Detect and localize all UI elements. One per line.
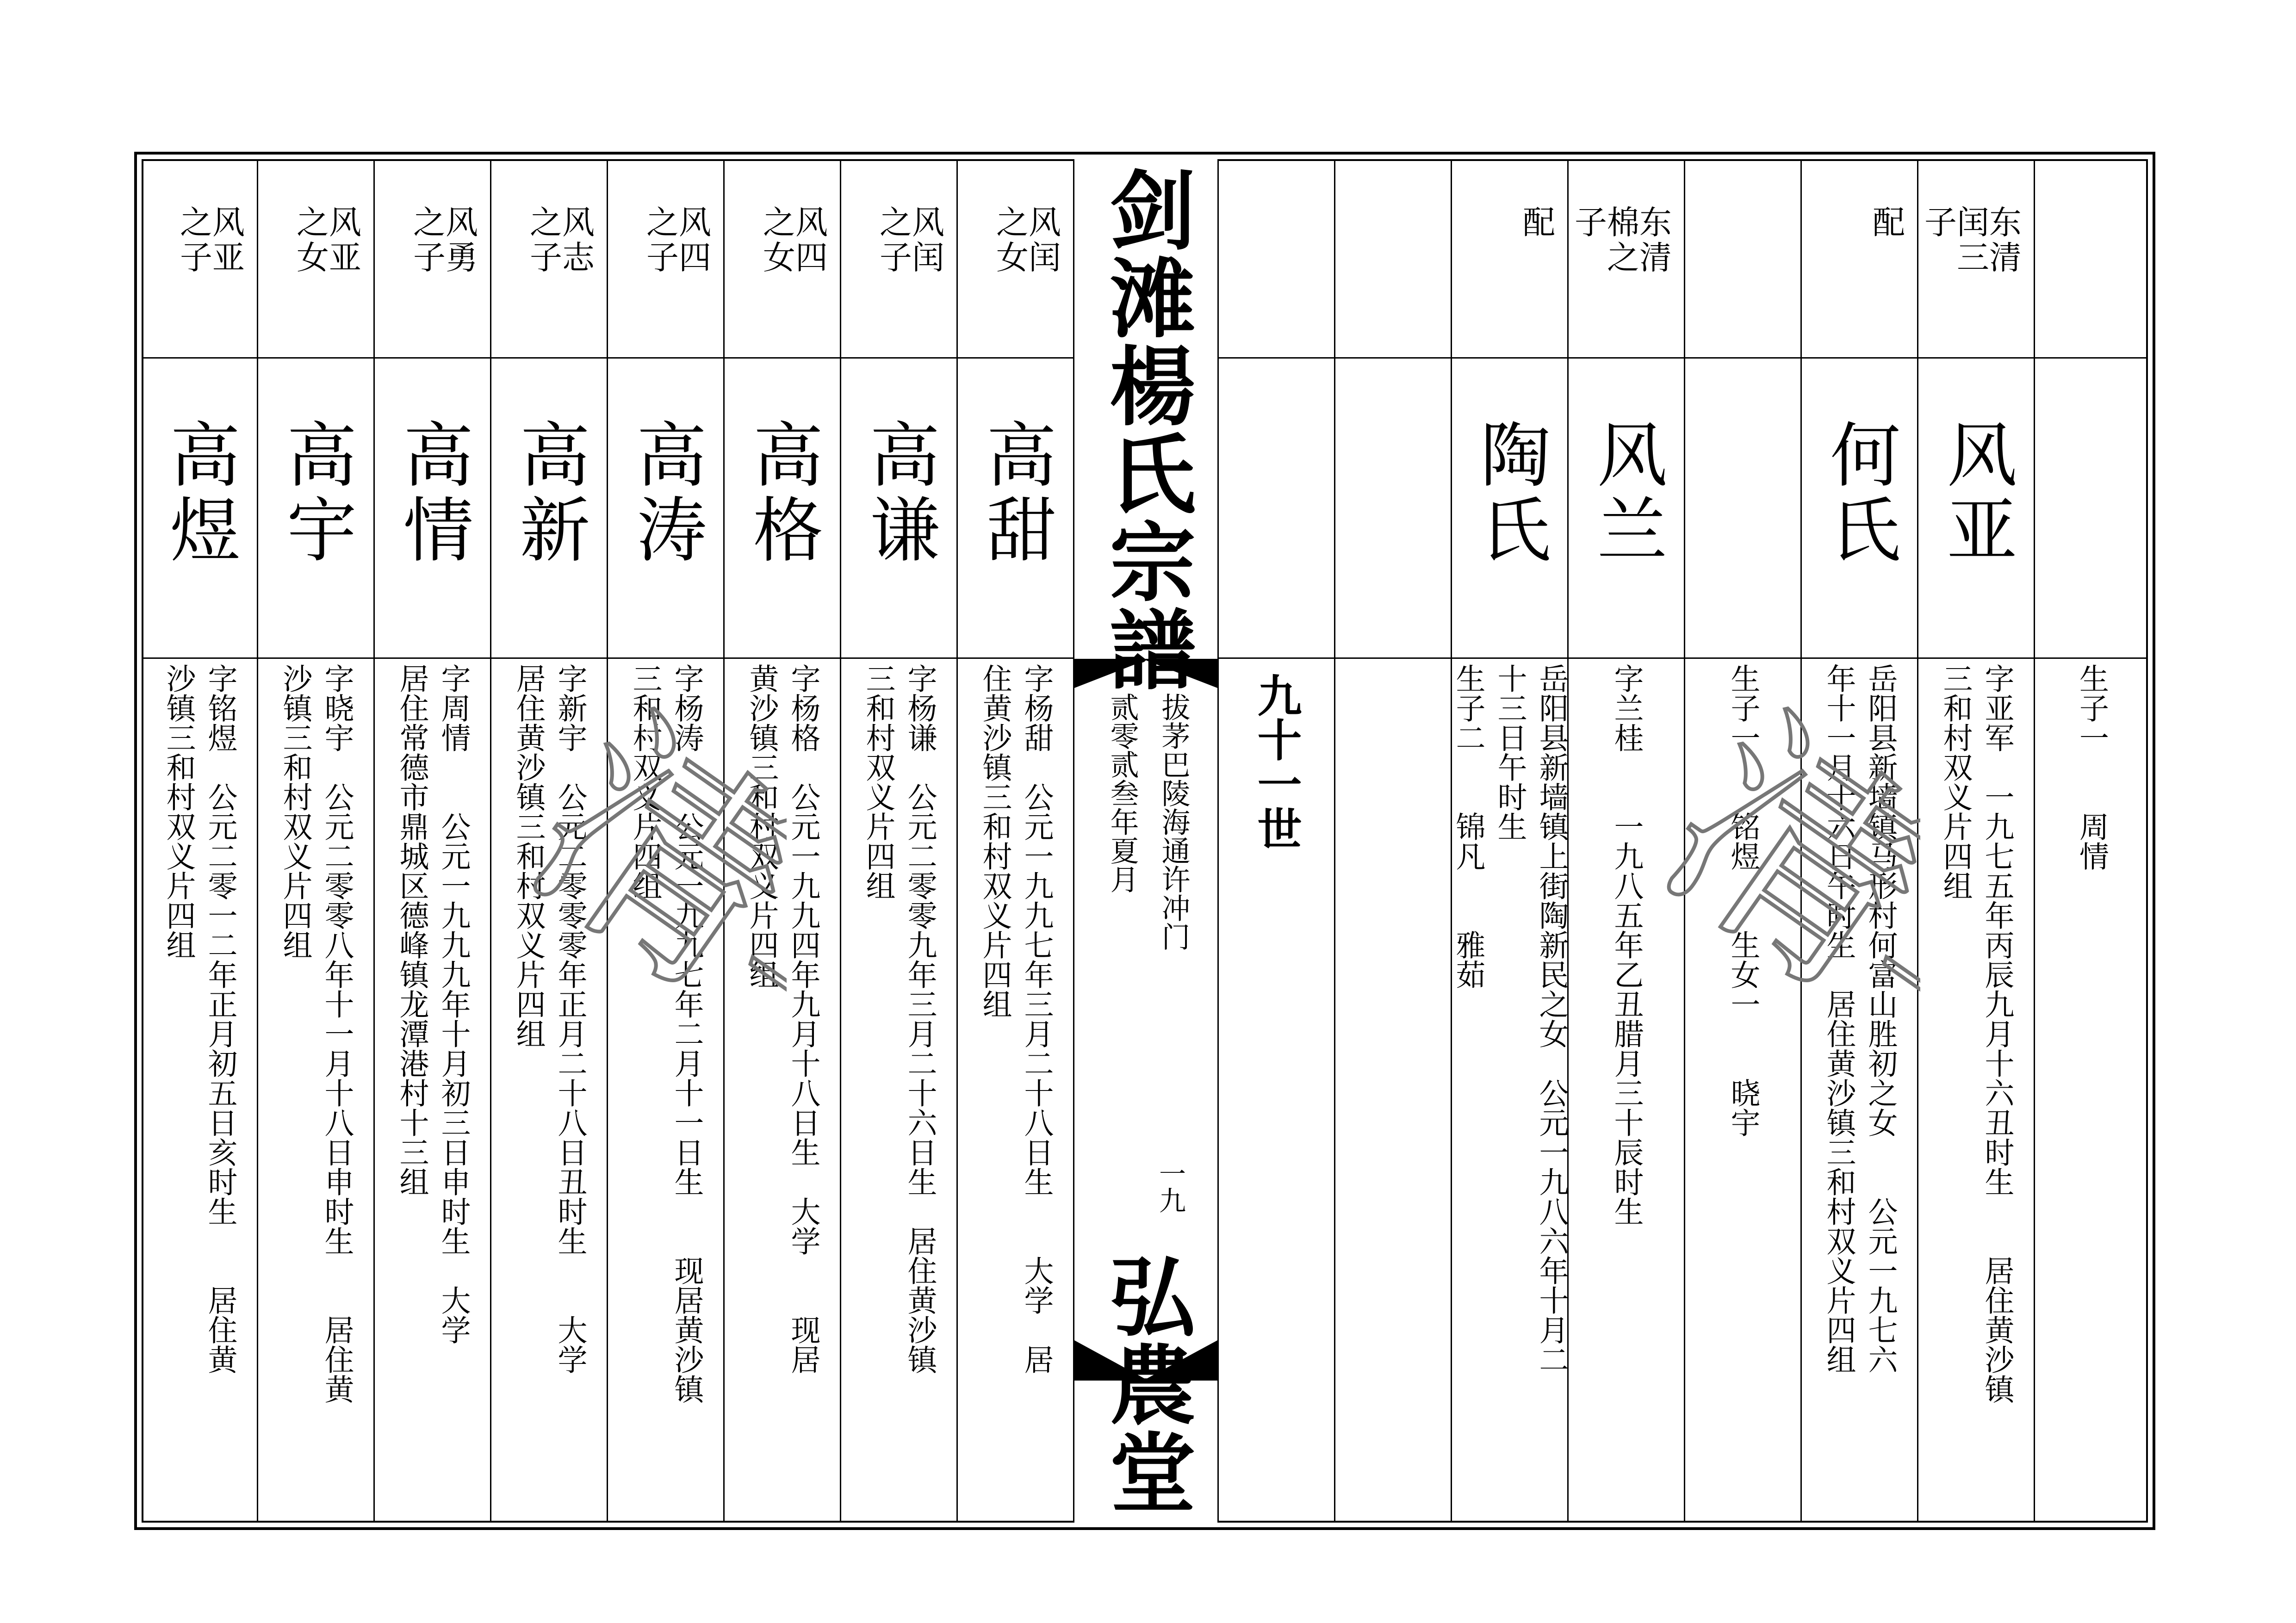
entry-col-right-3 (1685, 159, 1802, 1523)
person-name: 高谦 (858, 418, 940, 568)
person-bio: 生子一 周情 (2074, 663, 2109, 871)
person-name: 风亚 (1935, 418, 2017, 568)
relation-label: 配 (1873, 204, 1905, 242)
relation-label: 之风 女四 (763, 204, 828, 277)
person-bio: 字杨涛 公元一九九七年二月十一日生 现居黄沙镇 三和村双义片四组 (627, 663, 704, 1404)
fish-tail-top (1074, 660, 1217, 688)
row-divider-top-right (1219, 357, 2148, 359)
relation-label: 之风 子闰 (880, 204, 944, 277)
person-name: 高涛 (625, 418, 707, 568)
entry-col-6 (725, 159, 841, 1523)
entry-col-right-0 (1335, 159, 1452, 1523)
relation-label: 之风 女亚 (297, 204, 361, 277)
entry-col-right-1 (1452, 159, 1569, 1523)
entry-col-right-5 (1918, 159, 2035, 1523)
entry-col-4 (491, 159, 608, 1523)
genealogy-page (142, 159, 2148, 1523)
relation-label: 之风 子四 (646, 204, 711, 277)
entry-col-right-2 (1569, 159, 1685, 1523)
page-number: 一九 (1154, 1160, 1186, 1214)
person-name: 陶氏 (1469, 418, 1551, 568)
person-bio: 生子一 铭煜 生女一 晓宇 (1725, 663, 1760, 1137)
entry-col-2 (258, 159, 375, 1523)
hall-name: 弘農堂 (1095, 1252, 1197, 1516)
person-bio: 字杨谦 公元二零零九年三月二十六日生 居住黄沙镇 三和村双义片四组 (861, 663, 937, 1374)
relation-label: 之风 女闰 (996, 204, 1061, 277)
person-name: 高情 (391, 418, 474, 568)
generation-col (1219, 159, 1335, 1523)
person-bio: 字杨格 公元一九九四年九月十八日生 大学 现居 黄沙镇三和村双义片四组 (744, 663, 820, 1374)
entry-col-5 (608, 159, 725, 1523)
edition-text: 拔茅巴陵海通许冲门 贰零贰叁年夏月 (1105, 693, 1191, 951)
person-name: 高新 (508, 418, 590, 568)
person-name: 风兰 (1585, 418, 1668, 568)
person-bio: 岳阳县新墙镇上街陶新民之女 公元一九八六年十月二 十三日午时生 生子二 锦凡 雅茹 (1451, 663, 1569, 1374)
relation-label: 配 (1523, 204, 1555, 242)
person-name: 高甜 (974, 418, 1057, 568)
person-bio: 字周情 公元一九九九年十月初三日申时生 大学 居住常德市鼎城区德峰镇龙潭港村十三组 (394, 663, 471, 1344)
entry-col-1 (142, 159, 258, 1523)
relation-label: 之风 子勇 (413, 204, 478, 277)
relation-label: 子棉东 之清 (1575, 204, 1672, 277)
person-bio: 字铭煜 公元二零一二年正月初五日亥时生 居住黄 沙镇三和村双义片四组 (161, 663, 237, 1374)
person-bio: 岳阳县新墙镇马形村何富山胜初之女 公元一九七六 年十一月十六日午时生 居住黄沙镇三和村双义片四组 (1821, 663, 1898, 1374)
relation-label: 之风 子亚 (180, 204, 245, 277)
watermark-right-char-1: 清华 (1619, 673, 1920, 1179)
person-name: 高格 (741, 418, 824, 568)
person-name: 高宇 (275, 418, 357, 568)
generation-label: 九十一世 (1250, 673, 1303, 850)
row-divider-top-left (142, 357, 1074, 359)
person-name: 高煜 (158, 418, 241, 568)
entry-col-right-6 (2035, 159, 2148, 1523)
entry-col-8 (958, 159, 1074, 1523)
row-divider-mid-left (142, 657, 1074, 659)
person-bio: 字杨甜 公元一九九七年三月二十八日生 大学 居 住黄沙镇三和村双义片四组 (977, 663, 1054, 1374)
relation-label: 子闰东 三清 (1924, 204, 2022, 277)
person-name: 何氏 (1818, 418, 1901, 568)
entry-col-7 (841, 159, 958, 1523)
entry-col-3 (375, 159, 491, 1523)
person-bio: 字晓宇 公元二零零八年十一月十八日申时生 居住黄 沙镇三和村双义片四组 (278, 663, 354, 1404)
book-title: 剑滩楊氏宗譜 (1095, 166, 1197, 693)
row-divider-mid-right (1219, 657, 2148, 659)
person-bio: 字亚军 一九七五年丙辰九月十六丑时生 居住黄沙镇 三和村双义片四组 (1938, 663, 2014, 1404)
person-bio: 字新宇 公元二零零零年正月二十八日丑时生 大学 居住黄沙镇三和村双义片四组 (511, 663, 587, 1374)
relation-label: 之风 子志 (530, 204, 595, 277)
book-spine (1074, 159, 1219, 1523)
person-bio: 字兰桂 一九八五年乙丑腊月三十辰时生 (1609, 663, 1644, 1226)
watermark-left-char-1: 清华 (485, 673, 787, 1179)
entry-col-right-4 (1802, 159, 1918, 1523)
